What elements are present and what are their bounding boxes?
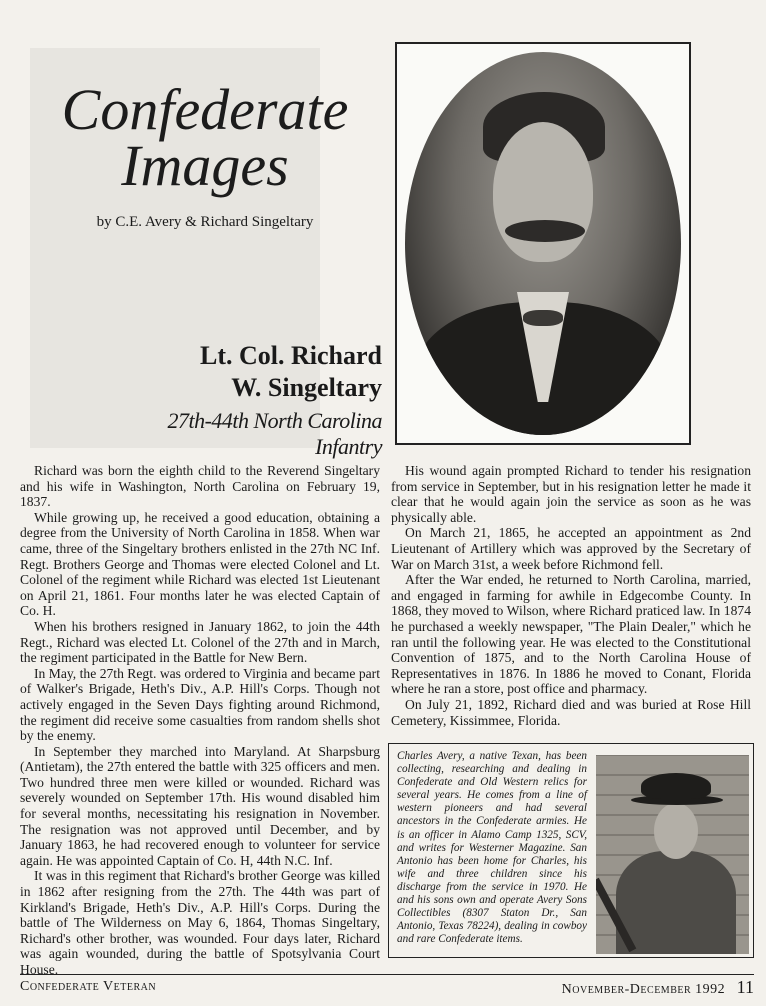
article-column-2	[391, 463, 751, 728]
footer-magazine-name: Confederate Veteran	[20, 979, 157, 994]
article-title	[40, 77, 370, 198]
paragraph: It was in this regiment that Richard's brother George was killed in 1862 after resigning from the 27th. The 44th was part of Kirkland's Brigade, Heth's Div., A.P. Hill's Corps. During the battle of The Wilderness on May 6, 1864, Thomas Singeltary, Richard's other brother, was wounded. Four days later, Richard was again wounded, during the battle of Spotsylvania Court House.	[20, 868, 380, 977]
byline: by C.E. Avery & Richard Singeltary	[96, 214, 314, 230]
title-line-1: Confederate	[61, 77, 349, 142]
portrait-photo	[405, 52, 681, 435]
paragraph: In September they marched into Maryland. At Sharpsburg (Antietam), the 27th entered the battle with 325 officers and men. Two hundred three men were killed or wounded. Richard was severely wounded on September 17th. His wound disabled him for several months, necessitating his resignation in November. The resignation was not approved until December, and by January 1863, he had recovered enough to volunteer for service again. He was appointed Captain of Co. H, 44th N.C. Inf.	[20, 743, 380, 868]
portrait-tie	[523, 310, 563, 326]
author-photo-hat	[641, 773, 711, 799]
author-photo	[596, 755, 749, 954]
paragraph: When his brothers resigned in January 1862, to join the 44th Regt., Richard was elected Lt. Colonel of the 27th and in March, the regiment participated in the Battle for New Bern.	[20, 618, 380, 666]
paragraph: Richard was born the eighth child to the Reverend Singeltary and his wife in Washington, North Carolina on February 19, 1837.	[20, 463, 380, 510]
article-column-1	[20, 463, 380, 978]
footer-issue-info	[540, 977, 754, 998]
author-bio-caption: Charles Avery, a native Texan, has been collecting, researching and dealing in Confederate and Old Western relics for several years. He comes from a line of western pioneers and had several ancestors in the Confederate armies. He is an officer in Alamo Camp 1325, SCV, and writes for Westerner Magazine. San Antonio has been home for Charles, his wife and three children since his discharge from the service in 1970. He and his sons own and operate Avery Sons Collectibles (8307 Staton Dr., San Antonio, Texas 78224), dealing in cowboy and rare Confederate items.	[397, 750, 587, 946]
footer-issue-date: November-December 1992	[561, 982, 726, 997]
author-bio-box	[388, 743, 754, 958]
subject-line-1: Lt. Col. Richard	[200, 341, 382, 370]
paragraph: On July 21, 1892, Richard died and was buried at Rose Hill Cemetery, Kissimmee, Florida.	[391, 696, 751, 728]
author-photo-face	[654, 803, 698, 859]
title-line-2: Images	[121, 133, 289, 198]
subject-name	[150, 340, 382, 404]
subject-unit: 27th-44th North Carolina Infantry	[167, 408, 382, 459]
portrait-mustache	[505, 220, 585, 242]
subject-line-2: W. Singeltary	[231, 373, 382, 402]
page-number: 11	[736, 977, 754, 997]
paragraph: After the War ended, he returned to North Carolina, married, and engaged in farming for awhile in Edgecombe County. In 1868, they moved to Wilson, where Richard praticed law. In 1874 he purchased a weekly newspaper, "The Plain Dealer," which he ran until the following year. He was elected to the Constitutional Convention of 1875, and to the North Carolina House of Representatives in 1876. In 1886 he moved to Conant, Florida where he ran a store, post office and pharmacy.	[391, 572, 751, 697]
footer-divider	[20, 974, 754, 975]
paragraph: In May, the 27th Regt. was ordered to Virginia and became part of Walker's Brigade, Heth's Div., A.P. Hill's Corps. Though not actively engaged in the Seven Days fighting around Richmond, the regiment did receive some casualties from random shells shot by the enemy.	[20, 665, 380, 744]
paragraph: While growing up, he received a good education, obtaining a degree from the University of North Carolina in 1858. When war came, three of the Singeltary brothers enlisted in the 27th NC Inf. Regt. Brothers George and Thomas were elected Colonel and Lt. Colonel of the regiment while Richard was elected 1st Lieutenant on April 21, 1861. Four months later he was elected Captain of Co. H.	[20, 509, 380, 619]
author-photo-uniform	[616, 851, 736, 954]
portrait-photo-frame	[395, 42, 691, 445]
paragraph: His wound again prompted Richard to tender his resignation from service in September, but in his resignation letter he made it clear that he would again join the service as soon as he was physically able.	[391, 463, 751, 525]
paragraph: On March 21, 1865, he accepted an appointment as 2nd Lieutenant of Artillery which was approved by the Secretary of War on March 31st, a week before Richmond fell.	[391, 525, 751, 572]
